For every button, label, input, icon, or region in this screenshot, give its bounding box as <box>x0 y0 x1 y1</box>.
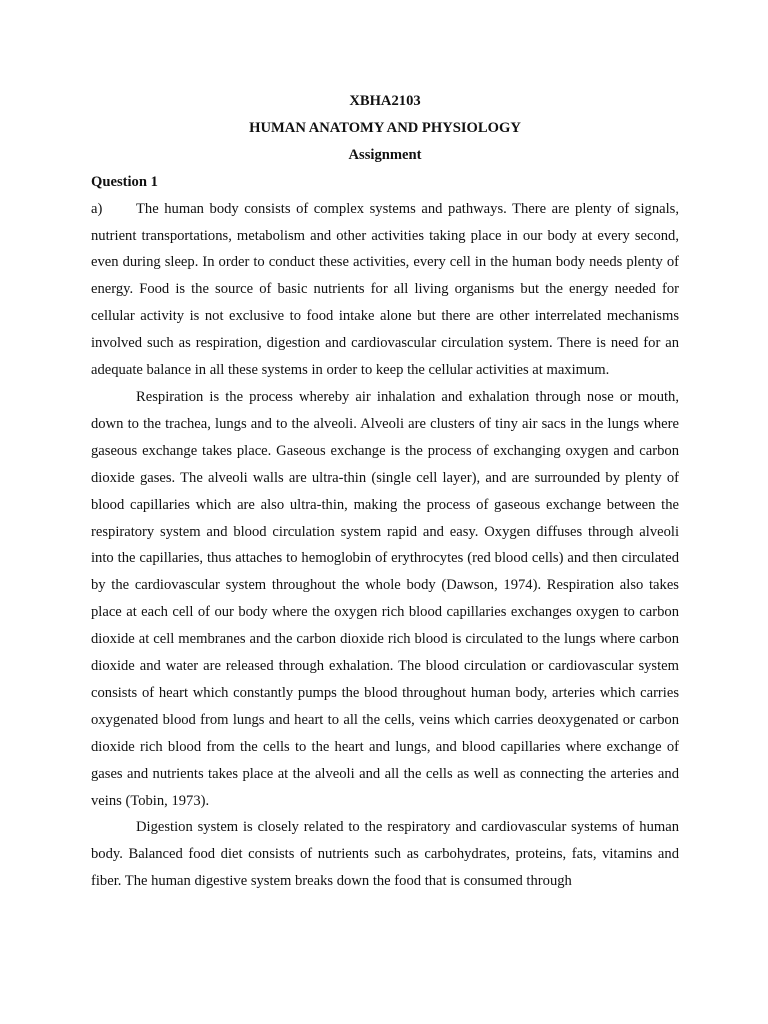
part-marker: a) <box>91 200 103 217</box>
course-code: XBHA2103 <box>349 93 421 109</box>
course-title: HUMAN ANATOMY AND PHYSIOLOGY <box>249 119 521 136</box>
document-page <box>91 88 679 895</box>
question-heading: Question 1 <box>91 173 158 190</box>
paragraph-intro <box>91 196 679 384</box>
paragraph-digestion: Digestion system is closely related to the respiratory and cardiovascular systems of human body. Balanced food diet consists of nutrients such as carbohydrates, proteins, fats, vitamins and fiber. The human digestive system breaks down the food that is consumed through <box>91 819 679 890</box>
paragraph-respiration: Respiration is the process whereby air inhalation and exhalation through nose or mouth, down to the trachea, lungs and to the alveoli. Alveoli are clusters of tiny air sacs in the lungs where gaseous exchange takes place. Gaseous exchange is the process of exchanging oxygen and carbon dioxide gases. The alveoli walls are ultra-thin (single cell layer), and are surrounded by plenty of blood capillaries which are also ultra-thin, making the process of gaseous exchange between the respiratory system and blood circulation system rapid and easy. Oxygen diffuses through alveoli into the capillaries, thus attaches to hemoglobin of erythrocytes (red blood cells) and then circulated by the cardiovascular system throughout the whole body (Dawson, 1974). Respiration also takes place at each cell of our body where the oxygen rich blood capillaries exchanges oxygen to carbon dioxide at cell membranes and the carbon dioxide rich blood is circulated to the lungs where carbon dioxide and water are released through exhalation. The blood circulation or cardiovascular system consists of heart which constantly pumps the blood throughout human body, arteries which carries oxygenated blood from lungs and heart to all the cells, veins which carries deoxygenated or carbon dioxide rich blood from the cells to the heart and lungs, and blood capillaries where exchange of gases and nutrients takes place at the alveoli and all the cells as well as connecting the arteries and veins (Tobin, 1973). <box>91 388 679 809</box>
paragraph-intro-text: The human body consists of complex systems and pathways. There are plenty of signals, nutrient transportations, metabolism and other activities taking place in our body at every second, even during sleep. In order to conduct these activities, every cell in the human body needs plenty of energy. Food is the source of basic nutrients for all living organisms but the energy needed for cellular activity is not exclusive to food intake alone but there are other interrelated mechanisms involved such as respiration, digestion and cardiovascular circulation system. There is need for an adequate balance in all these systems in order to keep the cellular activities at maximum. <box>91 200 679 379</box>
document-type: Assignment <box>348 146 422 163</box>
